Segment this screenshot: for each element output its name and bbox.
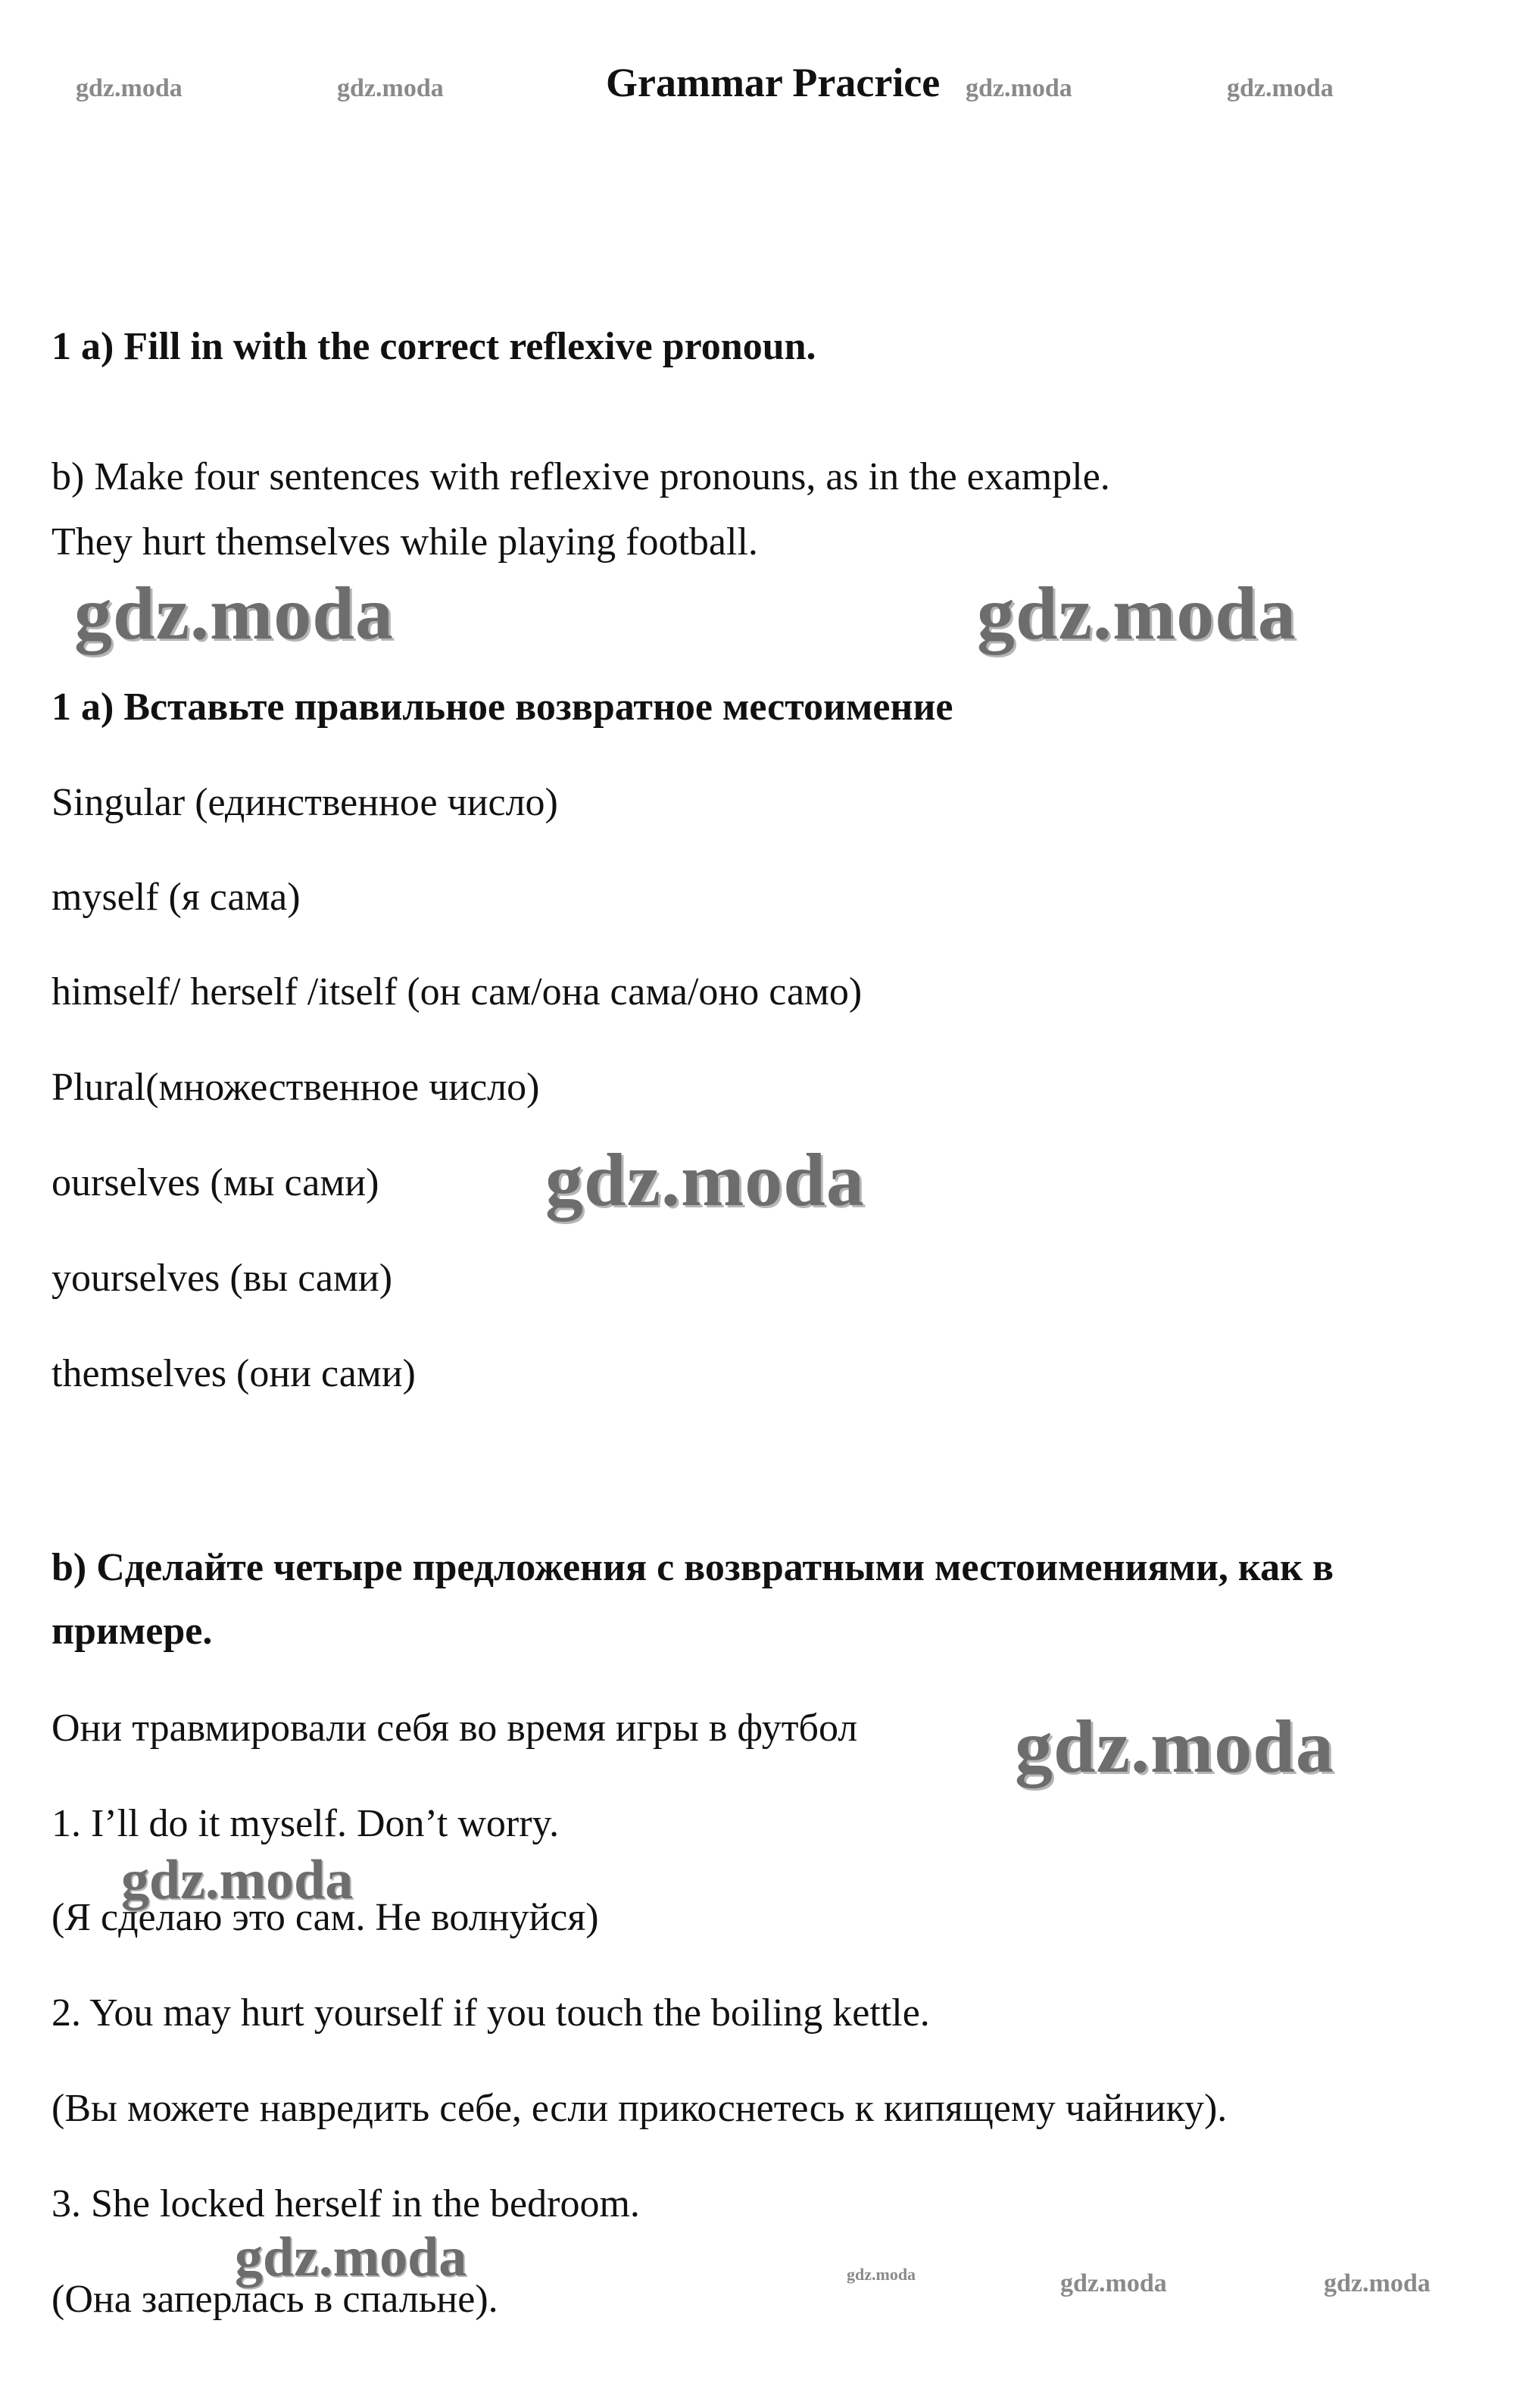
watermark: gdz.moda bbox=[545, 1138, 865, 1222]
watermark: gdz.moda bbox=[1015, 1704, 1334, 1788]
sentence-en: 2. You may hurt yourself if you touch the boiling kettle. bbox=[51, 1991, 930, 2035]
translation-example: Они травмировали себя во время игры в футбол bbox=[51, 1707, 858, 1750]
translation-heading-a: 1 а) Вставьте правильное возвратное местоимение bbox=[51, 686, 953, 729]
pronoun-list-item: themselves (они сами) bbox=[51, 1352, 416, 1395]
exercise-task-b: b) Make four sentences with reflexive pronouns, as in the example. bbox=[51, 455, 1110, 498]
watermark: gdz.moda bbox=[977, 571, 1297, 655]
watermark: gdz.moda bbox=[966, 74, 1072, 102]
pronoun-list-item: Plural(множественное число) bbox=[51, 1066, 540, 1109]
pronoun-list-item: himself/ herself /itself (он сам/она сама/оно само) bbox=[51, 970, 863, 1013]
watermark: gdz.moda bbox=[847, 2265, 916, 2284]
watermark: gdz.moda bbox=[74, 571, 394, 655]
exercise-heading-a: 1 a) Fill in with the correct reflexive pronoun. bbox=[51, 325, 816, 368]
sentence-ru: (Вы можете навредить себе, если прикоснетесь к кипящему чайнику). bbox=[51, 2087, 1228, 2130]
pronoun-list-item: Singular (единственное число) bbox=[51, 781, 558, 824]
sentence-ru: (Я сделаю это сам. Не волнуйся) bbox=[51, 1896, 599, 1939]
watermark: gdz.moda bbox=[121, 1849, 354, 1911]
watermark: gdz.moda bbox=[1324, 2269, 1431, 2297]
translation-heading-b: b) Сделайте четыре предложения с возвратными местоимениями, как в bbox=[51, 1546, 1334, 1589]
watermark: gdz.moda bbox=[235, 2226, 467, 2288]
watermark: gdz.moda bbox=[1227, 74, 1334, 102]
pronoun-list-item: ourselves (мы сами) bbox=[51, 1161, 379, 1204]
sentence-ru: (Она заперлась в спальне). bbox=[51, 2278, 498, 2321]
example-sentence: They hurt themselves while playing football. bbox=[51, 520, 758, 564]
watermark: gdz.moda bbox=[337, 74, 444, 102]
watermark: gdz.moda bbox=[1060, 2269, 1167, 2297]
translation-heading-b-cont: примере. bbox=[51, 1610, 213, 1653]
sentence-en: 3. She locked herself in the bedroom. bbox=[51, 2182, 640, 2225]
watermark: gdz.moda bbox=[76, 74, 183, 102]
pronoun-list-item: myself (я сама) bbox=[51, 876, 301, 919]
sentence-en: 1. I’ll do it myself. Don’t worry. bbox=[51, 1802, 560, 1845]
page-title: Grammar Pracrice bbox=[606, 60, 941, 105]
pronoun-list-item: yourselves (вы сами) bbox=[51, 1257, 393, 1300]
